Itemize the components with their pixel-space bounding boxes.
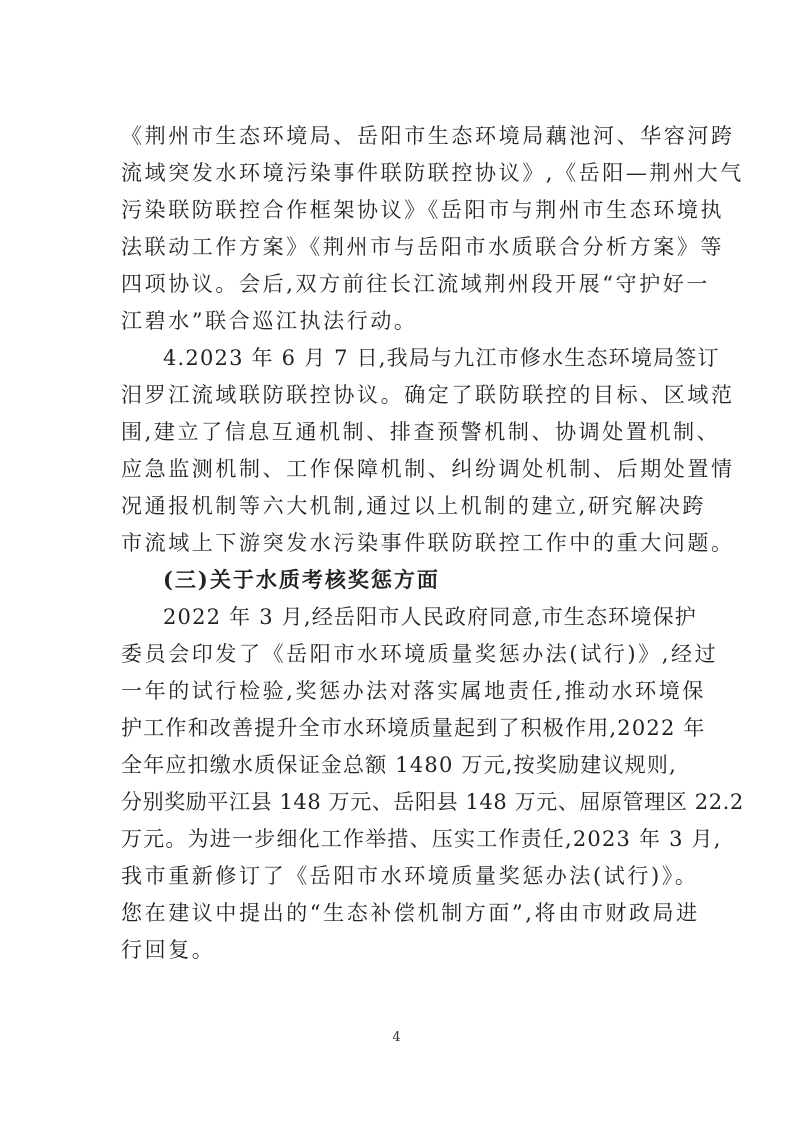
paragraph-line: 流域突发水环境污染事件联防联控协议》,《岳阳—荆州大气: [121, 161, 744, 185]
paragraph-line: 分别奖励平江县 148 万元、岳阳县 148 万元、屈原管理区 22.2: [121, 790, 744, 814]
paragraph-line: 汨罗江流域联防联控协议。确定了联防联控的目标、区域范: [121, 383, 735, 407]
paragraph-line: 我市重新修订了《岳阳市水环境质量奖惩办法(试行)》。: [121, 864, 699, 888]
paragraph-line: 行回复。: [121, 938, 216, 962]
paragraph-line: 法联动工作方案》《荆州市与岳阳市水质联合分析方案》等: [121, 235, 725, 259]
section-heading: (三)关于水质考核奖惩方面: [163, 567, 440, 592]
paragraph-line: 委员会印发了《岳阳市水环境质量奖惩办法(试行)》,经过: [121, 642, 719, 666]
paragraph-line: 市流域上下游突发水污染事件联防联控工作中的重大问题。: [121, 531, 735, 555]
paragraph-line: 2022 年 3 月,经岳阳市人民政府同意,市生态环境保护: [163, 605, 697, 629]
paragraph-line: 全年应扣缴水质保证金总额 1480 万元,按奖励建议规则,: [121, 753, 677, 777]
paragraph-line: 应急监测机制、工作保障机制、纠纷调处机制、后期处置情: [121, 457, 735, 481]
paragraph-line: 污染联防联控合作框架协议》《岳阳市与荆州市生态环境执: [121, 198, 725, 222]
paragraph-line: 《荆州市生态环境局、岳阳市生态环境局藕池河、华容河跨: [121, 124, 735, 148]
paragraph-line: 江碧水”联合巡江执法行动。: [121, 309, 418, 333]
paragraph-line: 四项协议。会后,双方前往长江流域荆州段开展“守护好一: [121, 272, 711, 296]
paragraph-line: 您在建议中提出的“生态补偿机制方面”,将由市财政局进: [121, 901, 700, 925]
paragraph-line: 围,建立了信息互通机制、排查预警机制、协调处置机制、: [121, 420, 721, 444]
paragraph-line: 4.2023 年 6 月 7 日,我局与九江市修水生态环境局签订: [163, 346, 720, 370]
paragraph-line: 一年的试行检验,奖惩办法对落实属地责任,推动水环境保: [121, 679, 706, 703]
paragraph-line: 万元。为进一步细化工作举措、压实工作责任,2023 年 3 月,: [121, 827, 722, 851]
page-number: 4: [392, 1030, 401, 1045]
paragraph-line: 护工作和改善提升全市水环境质量起到了积极作用,2022 年: [121, 716, 706, 740]
paragraph-line: 况通报机制等六大机制,通过以上机制的建立,研究解决跨: [121, 494, 706, 518]
